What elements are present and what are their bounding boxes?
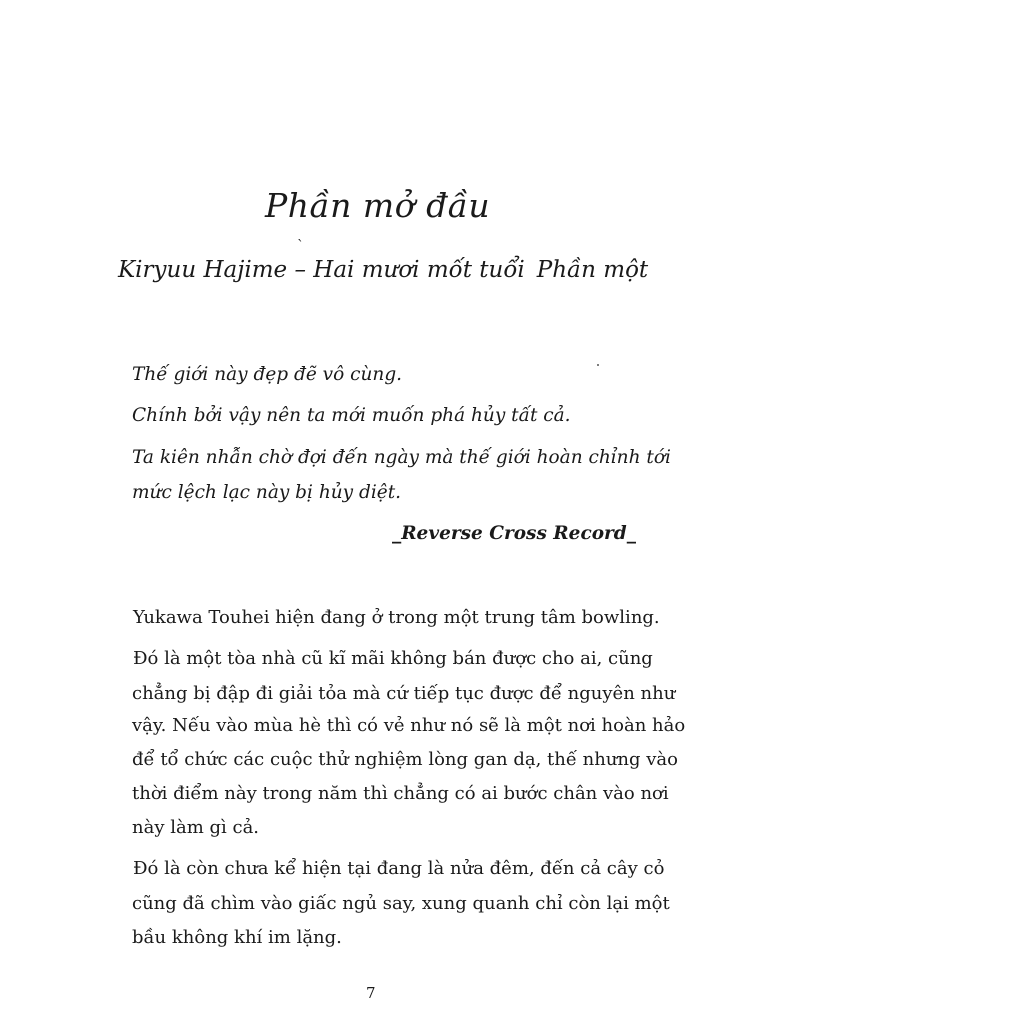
paragraph-line: bầu không khí im lặng. [132, 927, 342, 948]
paragraph-line: vậy. Nếu vào mùa hè thì có vẻ như nó sẽ là một nơi hoàn hảo [132, 715, 686, 736]
paragraph-line: để tổ chức các cuộc thử nghiệm lòng gan dạ, thế nhưng vào [132, 749, 679, 770]
part-title: Phần mở đầu [265, 186, 491, 225]
subtitle-left: Kiryuu Hajime – Hai mươi mốt tuổi [118, 257, 525, 283]
paragraph-line: thời điểm này trong năm thì chẳng có ai bước chân vào nơi [132, 783, 669, 804]
paragraph-line: này làm gì cả. [132, 817, 260, 838]
paragraph-line: Yukawa Touhei hiện đang ở trong một trung tâm bowling. [133, 607, 660, 628]
chapter-subtitle [118, 257, 648, 283]
epigraph-line: Thế giới này đẹp đẽ vô cùng. [132, 364, 403, 385]
epigraph-line: Chính bởi vậy nên ta mới muốn phá hủy tất cả. [132, 405, 571, 426]
subtitle-right: Phần một [536, 257, 649, 283]
paragraph-line: chẳng bị đập đi giải tỏa mà cứ tiếp tục được để nguyên như [132, 683, 676, 704]
paragraph-line: Đó là một tòa nhà cũ kĩ mãi không bán được cho ai, cũng [133, 648, 653, 669]
epigraph-signature: _Reverse Cross Record_ [391, 523, 636, 544]
page-number: 7 [366, 984, 376, 1002]
epigraph-line: mức lệch lạc này bị hủy diệt. [132, 482, 402, 503]
epigraph-line: Ta kiên nhẫn chờ đợi đến ngày mà thế giới hoàn chỉnh tới [132, 447, 671, 468]
paragraph-line: Đó là còn chưa kể hiện tại đang là nửa đêm, đến cả cây cỏ [133, 858, 665, 879]
paragraph-line: cũng đã chìm vào giấc ngủ say, xung quanh chỉ còn lại một [132, 893, 670, 914]
stray-mark: ` [297, 238, 304, 254]
